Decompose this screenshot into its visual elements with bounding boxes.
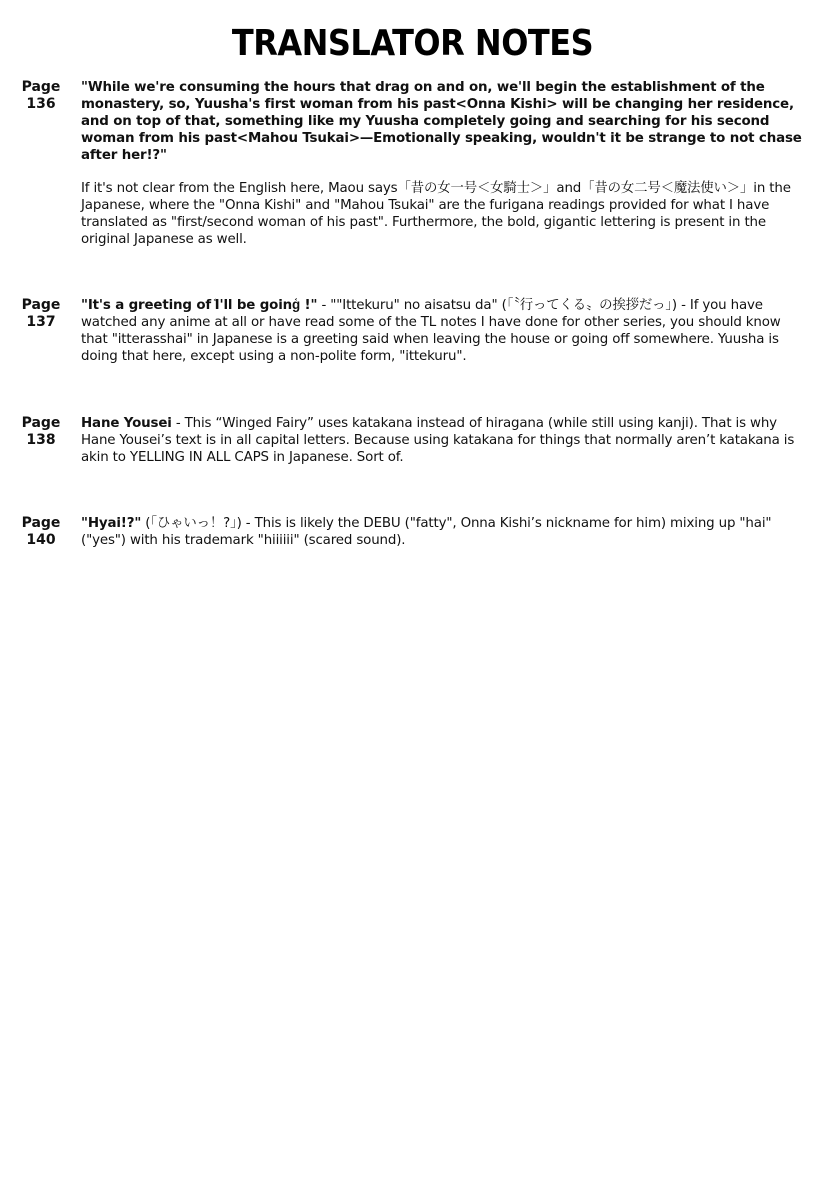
page-word: Page (21, 297, 61, 313)
page-word: Page (21, 79, 61, 95)
note-body (81, 297, 806, 365)
note-quote: "While we're consuming the hours that drag on and on, we'll begin the establishment of the monastery, so, Yuusha's first woman from his past<Onna Kishi> will be changing her residence, and on top of that, something like my Yuusha completely going and searching for his second woman from his past<Mahou Tsukai>—Emotionally speaking, wouldn't it be strange to not chase after her!?" (81, 80, 802, 163)
page-number: 140 (26, 532, 56, 548)
note-text: - ""Ittekuru" no aisatsu da" (「〝行ってくる〟の挨拶だっ」) - If you have watched any anime at all or have read some of the TL notes I have done for other series, you should know that "itterasshai" in Japanese is a greeting said when leaving the house or going off somewhere. Yuusha is doing that here, except using a non-polite form, "ittekuru". (81, 298, 781, 364)
note-text: (「ひゃいっ！?」) - This is likely the DEBU ("fatty", Onna Kishi’s nickname for him) mixing up "hai" ("yes") with his trademark "hiiiiii" (scared sound). (81, 516, 772, 548)
page-number: 137 (26, 314, 56, 330)
page-reference (18, 79, 64, 113)
page-reference (18, 415, 64, 449)
note-term: Hane Yousei (81, 416, 172, 431)
note-body (81, 415, 806, 466)
page-word: Page (21, 515, 61, 531)
page-number: 136 (26, 96, 56, 112)
page-number: 138 (26, 432, 56, 448)
note-term: "Hyai!?" (81, 516, 142, 531)
note-term: "It's a greeting of ᷾I'll be going᷾ !" (81, 298, 318, 313)
page-word: Page (21, 415, 61, 431)
note-explanation: If it's not clear from the English here, Maou says「昔の女一号＜女騎士＞」and「昔の女二号＜魔法使い＞」in the Japanese, where the "Onna Kishi" and "Mahou Tsukai" are the furigana readings provided for what I have translated as "first/second woman of his past". Furthermore, the bold, gigantic lettering is present in the original Japanese as well. (81, 181, 791, 247)
page-reference (18, 297, 64, 331)
note-body (81, 515, 806, 549)
page-reference (18, 515, 64, 549)
page-title: TRANSLATOR NOTES (231, 22, 594, 64)
note-body (81, 79, 806, 248)
note-text: - This “Winged Fairy” uses katakana instead of hiragana (while still using kanji). That is why Hane Yousei’s text is in all capital letters. Because using katakana for things that normally aren’t katakana is akin to YELLING IN ALL CAPS in Japanese. Sort of. (81, 416, 795, 465)
